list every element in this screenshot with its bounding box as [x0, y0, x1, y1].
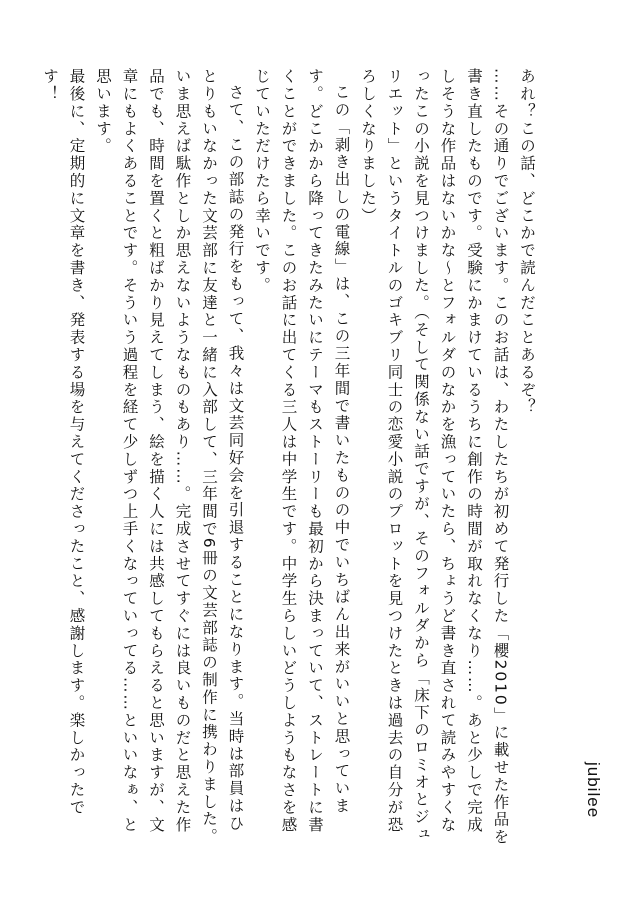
paragraph-story-about: この「剥き出しの電線」は、この三年間で書いたものの中でいちばん出来がいいと思っています。どこかから降ってきたみたいにテーマもストーリーも最初から決まっていて、ストレートに書くことができました。このお話に出てくる三人は中学生です。中学生らしいどうしようもなさを感じていただけたら幸いです。	[253, 68, 351, 834]
author-name: jubilee	[584, 762, 603, 819]
paragraph-retirement: さて、この部誌の発行をもって、我々は文芸同好会を引退することになります。当時は部員はひとりもいなかった文芸部に友達と一緒に入部して、三年間で6冊の文芸部誌の制作に携わりました。いま思えば駄作としか思えないようなものもあり……。完成させてすぐには良いものだと思えた作品でも、時間を置くと粗ばかり見えてしまう、絵を描く人には共感してもらえると思いますが、文章にもよくあることです。そういう過程を経て少しずつ上手くなっていってる……といいなぁ、と思います。	[94, 68, 245, 846]
paragraph-rewrite-origin: ……その通りでございます。このお話は、わたしたちが初めて発行した「櫻2010」に載せた作品を書き直したものです。受験にかまけているうちに創作の時間が取れなくなり……。あと少しで完成しそうな作品はないかな～とフォルダのなかを漁っていたら、ちょうど書き直されて読みやすくなったこの小説を見つけました。（そして関係ない話ですが、そのフォルダから「床下のロミオとジュリエット」というタイトルのゴキブリ同士の恋愛小説のプロットを見つけたときは過去の自分が恐ろしくなりました）	[359, 68, 510, 846]
afterword-body	[41, 68, 540, 848]
paragraph-closing-thanks: 最後に、定期的に文章を書き、発表する場を与えてくださったこと、感謝します。楽しかったです！	[41, 68, 86, 817]
paragraph-opening-question: あれ？この話、どこかで読んだことあるぞ？	[518, 68, 536, 416]
